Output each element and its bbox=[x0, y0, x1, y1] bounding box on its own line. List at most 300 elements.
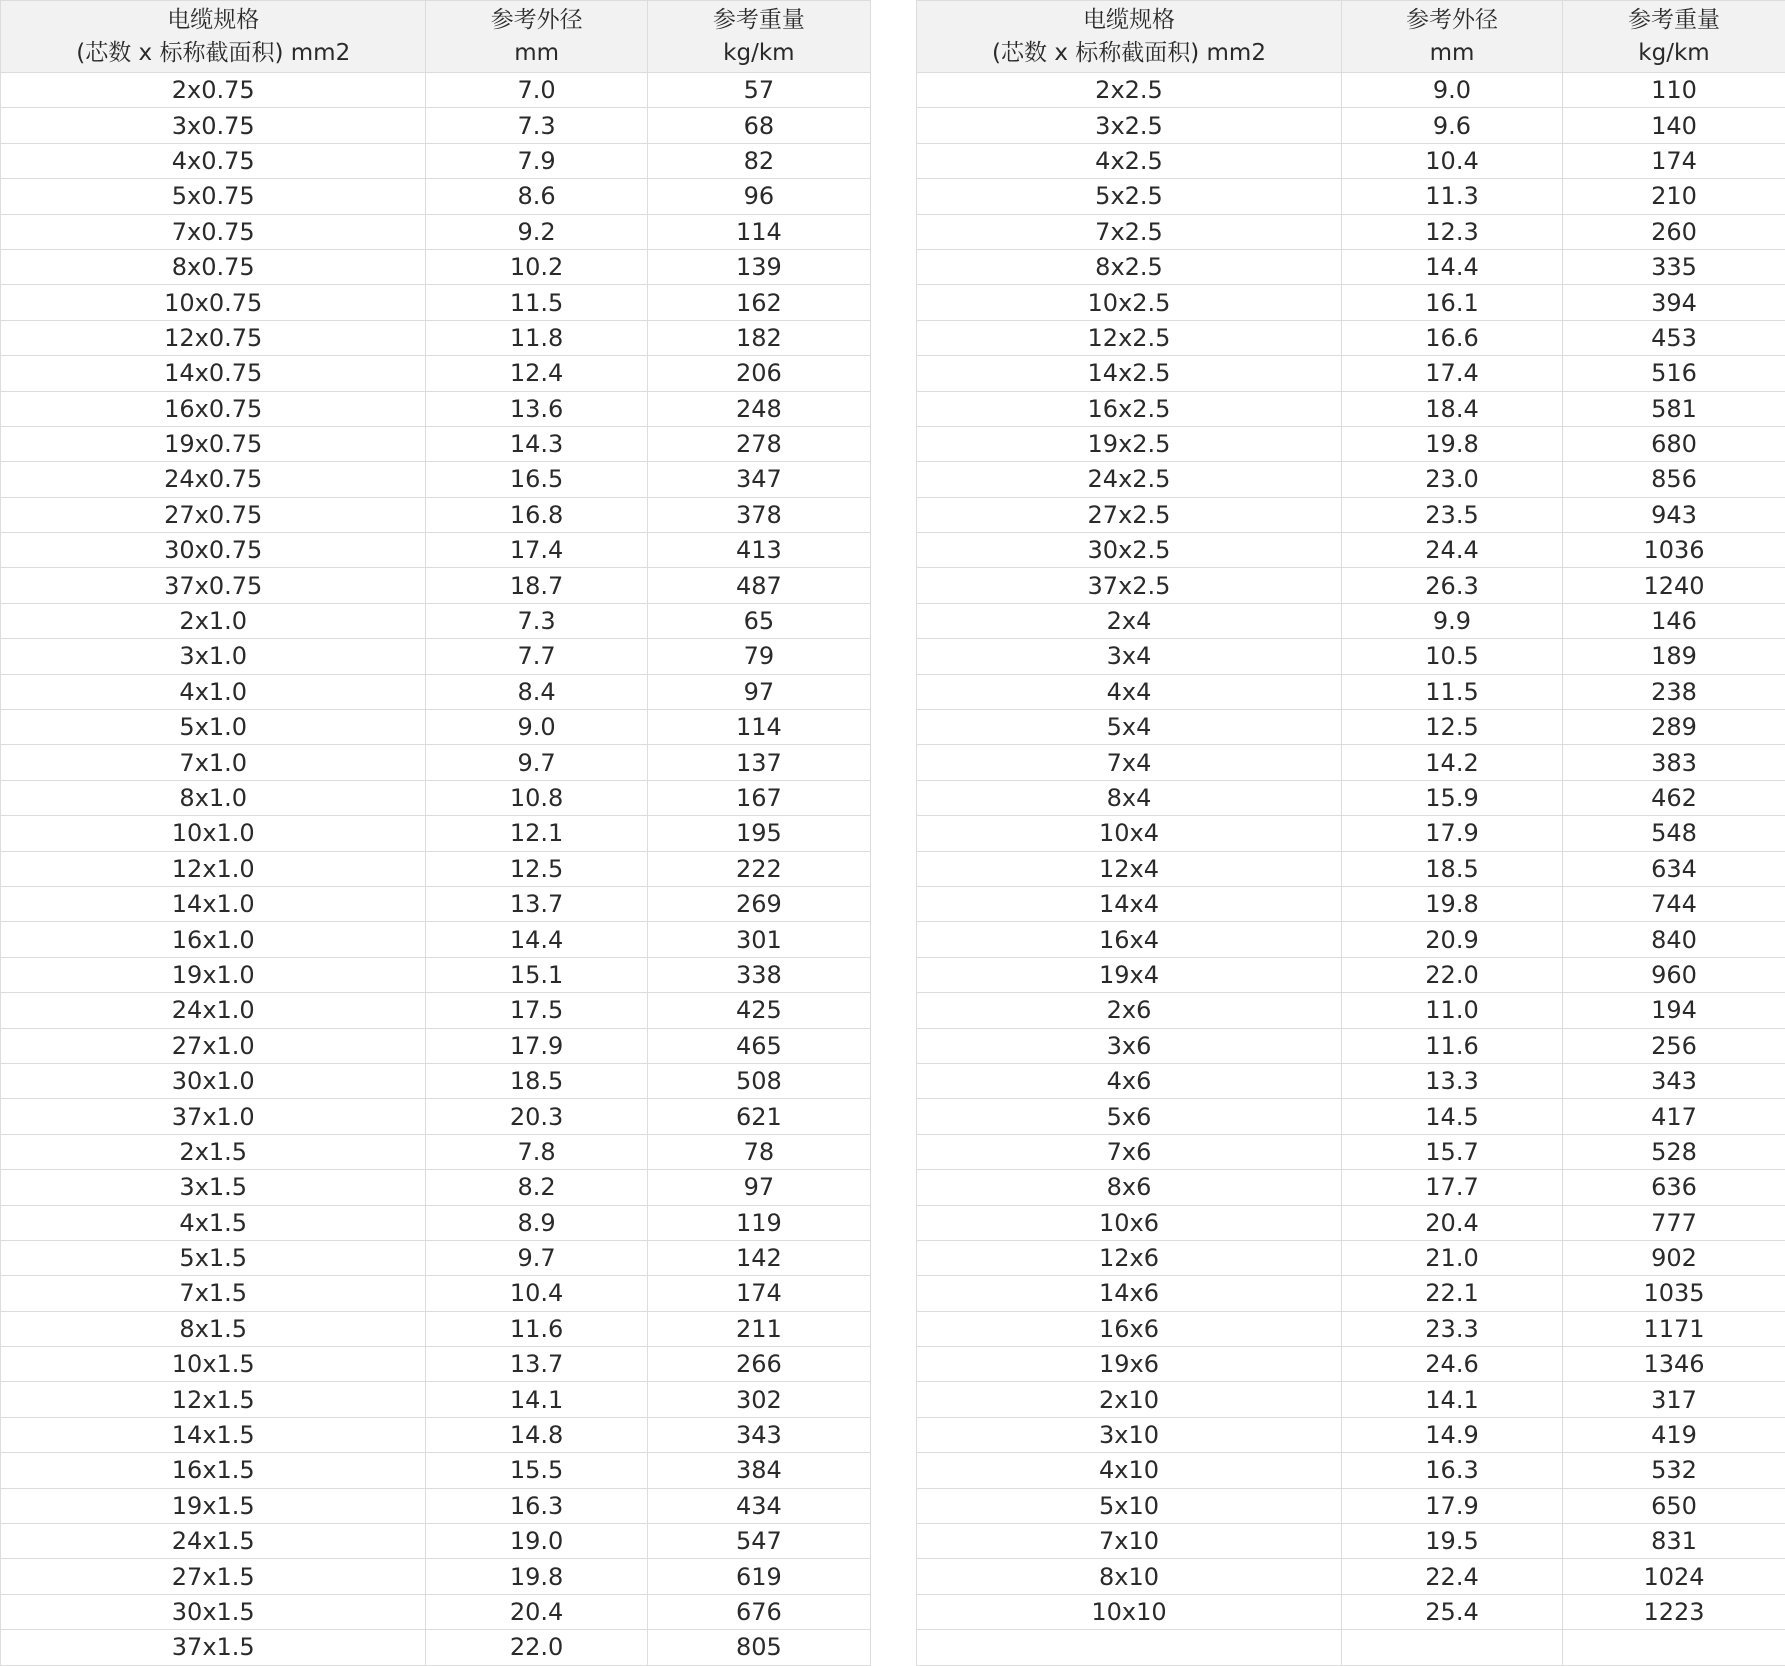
cell-spec: 3x2.5 bbox=[917, 108, 1342, 143]
cell-weight: 194 bbox=[1563, 993, 1785, 1028]
cell-diameter: 23.0 bbox=[1342, 462, 1563, 497]
cell-spec: 8x1.0 bbox=[1, 780, 426, 815]
table-row bbox=[917, 1347, 1785, 1382]
cell-spec: 4x6 bbox=[917, 1063, 1342, 1098]
cell-diameter: 15.9 bbox=[1342, 780, 1563, 815]
cell-diameter: 7.9 bbox=[426, 143, 647, 178]
table-row bbox=[1, 497, 871, 532]
cell-spec: 8x6 bbox=[917, 1170, 1342, 1205]
cell-weight: 434 bbox=[647, 1488, 870, 1523]
table-row bbox=[917, 356, 1785, 391]
cell-weight: 621 bbox=[647, 1099, 870, 1134]
cell-weight: 384 bbox=[647, 1453, 870, 1488]
cell-weight: 289 bbox=[1563, 710, 1785, 745]
cell-spec: 12x6 bbox=[917, 1240, 1342, 1275]
cell-spec: 10x0.75 bbox=[1, 285, 426, 320]
cell-spec: 14x1.5 bbox=[1, 1417, 426, 1452]
cell-diameter: 14.4 bbox=[1342, 249, 1563, 284]
cell-diameter: 26.3 bbox=[1342, 568, 1563, 603]
cell-spec: 5x10 bbox=[917, 1488, 1342, 1523]
cell-weight: 581 bbox=[1563, 391, 1785, 426]
cell-spec: 14x2.5 bbox=[917, 356, 1342, 391]
cell-weight: 528 bbox=[1563, 1134, 1785, 1169]
cell-weight: 636 bbox=[1563, 1170, 1785, 1205]
cell-diameter: 16.6 bbox=[1342, 320, 1563, 355]
cell-spec: 2x0.75 bbox=[1, 73, 426, 108]
cell-diameter: 8.6 bbox=[426, 179, 647, 214]
cell-diameter: 13.3 bbox=[1342, 1063, 1563, 1098]
cell-spec: 10x4 bbox=[917, 816, 1342, 851]
cell-weight: 548 bbox=[1563, 816, 1785, 851]
table-row bbox=[1, 1028, 871, 1063]
cell-weight bbox=[1563, 1630, 1785, 1665]
cell-weight: 508 bbox=[647, 1063, 870, 1098]
cell-diameter: 10.4 bbox=[426, 1276, 647, 1311]
table-row bbox=[1, 1453, 871, 1488]
table-row bbox=[917, 249, 1785, 284]
cell-diameter: 22.4 bbox=[1342, 1559, 1563, 1594]
table-row bbox=[1, 639, 871, 674]
cell-weight: 317 bbox=[1563, 1382, 1785, 1417]
cell-weight: 547 bbox=[647, 1524, 870, 1559]
header-weight bbox=[1563, 1, 1785, 73]
cell-weight: 902 bbox=[1563, 1240, 1785, 1275]
cell-weight: 211 bbox=[647, 1311, 870, 1346]
cell-weight: 335 bbox=[1563, 249, 1785, 284]
cell-spec: 7x1.0 bbox=[1, 745, 426, 780]
cell-diameter: 10.5 bbox=[1342, 639, 1563, 674]
cell-spec: 12x1.5 bbox=[1, 1382, 426, 1417]
cell-diameter: 7.3 bbox=[426, 108, 647, 143]
cell-diameter: 9.0 bbox=[1342, 73, 1563, 108]
cell-spec: 4x1.0 bbox=[1, 674, 426, 709]
cell-weight: 840 bbox=[1563, 922, 1785, 957]
cell-diameter: 18.4 bbox=[1342, 391, 1563, 426]
cell-spec: 27x1.0 bbox=[1, 1028, 426, 1063]
cell-diameter: 12.1 bbox=[426, 816, 647, 851]
header-spec bbox=[1, 1, 426, 73]
table-row bbox=[917, 1311, 1785, 1346]
cell-diameter: 20.9 bbox=[1342, 922, 1563, 957]
cell-spec: 3x10 bbox=[917, 1417, 1342, 1452]
cell-weight: 960 bbox=[1563, 957, 1785, 992]
cell-diameter: 11.6 bbox=[426, 1311, 647, 1346]
table-row bbox=[917, 320, 1785, 355]
table-row bbox=[1, 143, 871, 178]
table-row bbox=[917, 1170, 1785, 1205]
cell-spec: 8x10 bbox=[917, 1559, 1342, 1594]
table-row bbox=[917, 1559, 1785, 1594]
cell-spec: 4x0.75 bbox=[1, 143, 426, 178]
cell-diameter: 16.3 bbox=[426, 1488, 647, 1523]
cell-spec: 7x10 bbox=[917, 1524, 1342, 1559]
table-row bbox=[1, 179, 871, 214]
cell-spec: 30x2.5 bbox=[917, 533, 1342, 568]
cell-spec: 16x0.75 bbox=[1, 391, 426, 426]
table-row bbox=[917, 1382, 1785, 1417]
table-row bbox=[1, 1205, 871, 1240]
cell-weight: 96 bbox=[647, 179, 870, 214]
table-row bbox=[917, 1240, 1785, 1275]
cell-weight: 210 bbox=[1563, 179, 1785, 214]
cell-spec: 3x6 bbox=[917, 1028, 1342, 1063]
cell-diameter: 14.8 bbox=[426, 1417, 647, 1452]
cell-diameter: 22.0 bbox=[1342, 957, 1563, 992]
table-row bbox=[917, 179, 1785, 214]
table-row bbox=[917, 73, 1785, 108]
cell-diameter: 13.6 bbox=[426, 391, 647, 426]
table-body-left bbox=[1, 73, 871, 1666]
cell-diameter: 8.2 bbox=[426, 1170, 647, 1205]
cell-spec: 19x2.5 bbox=[917, 426, 1342, 461]
cell-diameter: 10.4 bbox=[1342, 143, 1563, 178]
cell-diameter: 16.8 bbox=[426, 497, 647, 532]
cell-spec: 7x1.5 bbox=[1, 1276, 426, 1311]
table-row bbox=[1, 108, 871, 143]
cell-diameter: 13.7 bbox=[426, 886, 647, 921]
cell-weight: 516 bbox=[1563, 356, 1785, 391]
header-spec-subtitle: (芯数 x 标称截面积) mm2 bbox=[76, 39, 351, 66]
cell-weight: 110 bbox=[1563, 73, 1785, 108]
table-row bbox=[1, 214, 871, 249]
cell-diameter: 18.5 bbox=[1342, 851, 1563, 886]
cell-weight: 260 bbox=[1563, 214, 1785, 249]
cell-weight: 419 bbox=[1563, 1417, 1785, 1452]
cell-spec: 24x1.5 bbox=[1, 1524, 426, 1559]
table-row bbox=[917, 710, 1785, 745]
cell-diameter: 9.6 bbox=[1342, 108, 1563, 143]
cell-spec: 27x0.75 bbox=[1, 497, 426, 532]
cell-diameter: 14.2 bbox=[1342, 745, 1563, 780]
cell-spec: 14x1.0 bbox=[1, 886, 426, 921]
cell-weight: 222 bbox=[647, 851, 870, 886]
cell-spec: 14x0.75 bbox=[1, 356, 426, 391]
header-weight-title: 参考重量 bbox=[1628, 6, 1720, 33]
cell-weight: 347 bbox=[647, 462, 870, 497]
table-row bbox=[917, 1134, 1785, 1169]
cell-diameter: 23.5 bbox=[1342, 497, 1563, 532]
cell-spec: 5x4 bbox=[917, 710, 1342, 745]
cell-spec: 8x1.5 bbox=[1, 1311, 426, 1346]
table-row bbox=[1, 1276, 871, 1311]
table-row bbox=[917, 922, 1785, 957]
cell-diameter: 15.5 bbox=[426, 1453, 647, 1488]
table-row bbox=[917, 1028, 1785, 1063]
header-weight bbox=[647, 1, 870, 73]
table-row bbox=[917, 993, 1785, 1028]
table-row bbox=[1, 249, 871, 284]
cell-diameter: 18.5 bbox=[426, 1063, 647, 1098]
cell-spec: 8x4 bbox=[917, 780, 1342, 815]
cell-weight: 676 bbox=[647, 1594, 870, 1629]
cell-spec: 2x1.5 bbox=[1, 1134, 426, 1169]
cell-diameter: 8.4 bbox=[426, 674, 647, 709]
cell-spec: 2x4 bbox=[917, 603, 1342, 638]
table-row bbox=[1, 1311, 871, 1346]
cell-spec: 4x1.5 bbox=[1, 1205, 426, 1240]
cell-spec: 16x2.5 bbox=[917, 391, 1342, 426]
cell-spec: 5x1.0 bbox=[1, 710, 426, 745]
header-weight-title: 参考重量 bbox=[712, 6, 805, 33]
cell-spec: 19x0.75 bbox=[1, 426, 426, 461]
cell-spec: 8x2.5 bbox=[917, 249, 1342, 284]
cell-spec: 16x1.0 bbox=[1, 922, 426, 957]
table-row bbox=[1, 1170, 871, 1205]
cell-diameter: 14.9 bbox=[1342, 1417, 1563, 1452]
cell-weight: 650 bbox=[1563, 1488, 1785, 1523]
cell-weight: 680 bbox=[1563, 426, 1785, 461]
cell-spec: 3x4 bbox=[917, 639, 1342, 674]
cell-weight: 238 bbox=[1563, 674, 1785, 709]
table-row bbox=[1, 1417, 871, 1452]
table-row bbox=[917, 816, 1785, 851]
table-row bbox=[1, 1347, 871, 1382]
cell-weight: 167 bbox=[647, 780, 870, 815]
cell-weight: 417 bbox=[1563, 1099, 1785, 1134]
cell-weight: 1171 bbox=[1563, 1311, 1785, 1346]
table-row bbox=[917, 1488, 1785, 1523]
cell-spec bbox=[917, 1630, 1342, 1665]
cell-weight: 378 bbox=[647, 497, 870, 532]
cell-diameter bbox=[1342, 1630, 1563, 1665]
cell-diameter: 12.4 bbox=[426, 356, 647, 391]
table-row bbox=[917, 1453, 1785, 1488]
table-row bbox=[917, 851, 1785, 886]
cell-spec: 5x6 bbox=[917, 1099, 1342, 1134]
table-row bbox=[1, 426, 871, 461]
cell-weight: 195 bbox=[647, 816, 870, 851]
table-row bbox=[917, 214, 1785, 249]
cell-diameter: 11.6 bbox=[1342, 1028, 1563, 1063]
table-row bbox=[917, 497, 1785, 532]
cell-weight: 1035 bbox=[1563, 1276, 1785, 1311]
cell-weight: 174 bbox=[647, 1276, 870, 1311]
table-row bbox=[917, 1205, 1785, 1240]
table-row bbox=[917, 1063, 1785, 1098]
cell-spec: 3x0.75 bbox=[1, 108, 426, 143]
header-diameter bbox=[1342, 1, 1563, 73]
cell-diameter: 12.5 bbox=[426, 851, 647, 886]
header-diameter bbox=[426, 1, 647, 73]
cell-weight: 805 bbox=[647, 1630, 870, 1665]
cell-weight: 343 bbox=[1563, 1063, 1785, 1098]
cell-spec: 19x1.0 bbox=[1, 957, 426, 992]
cable-spec-table-left bbox=[0, 0, 871, 1666]
cell-weight: 453 bbox=[1563, 320, 1785, 355]
cell-diameter: 21.0 bbox=[1342, 1240, 1563, 1275]
cell-weight: 266 bbox=[647, 1347, 870, 1382]
cell-diameter: 17.5 bbox=[426, 993, 647, 1028]
cell-weight: 142 bbox=[647, 1240, 870, 1275]
table-row bbox=[1, 1630, 871, 1665]
table-row bbox=[1, 391, 871, 426]
cell-diameter: 17.9 bbox=[1342, 1488, 1563, 1523]
cell-spec: 30x0.75 bbox=[1, 533, 426, 568]
cell-diameter: 20.4 bbox=[426, 1594, 647, 1629]
cell-spec: 10x1.5 bbox=[1, 1347, 426, 1382]
cell-diameter: 17.9 bbox=[426, 1028, 647, 1063]
table-row bbox=[917, 1099, 1785, 1134]
cell-weight: 943 bbox=[1563, 497, 1785, 532]
cell-weight: 137 bbox=[647, 745, 870, 780]
cell-weight: 1036 bbox=[1563, 533, 1785, 568]
cell-diameter: 9.7 bbox=[426, 745, 647, 780]
table-row bbox=[917, 957, 1785, 992]
table-row bbox=[1, 1063, 871, 1098]
cell-diameter: 24.4 bbox=[1342, 533, 1563, 568]
cell-diameter: 24.6 bbox=[1342, 1347, 1563, 1382]
cell-diameter: 19.8 bbox=[1342, 426, 1563, 461]
table-row bbox=[1, 745, 871, 780]
cell-diameter: 11.0 bbox=[1342, 993, 1563, 1028]
cell-weight: 97 bbox=[647, 674, 870, 709]
table-row bbox=[1, 922, 871, 957]
table-row bbox=[1, 957, 871, 992]
table-row bbox=[917, 1417, 1785, 1452]
cell-spec: 7x2.5 bbox=[917, 214, 1342, 249]
cell-weight: 57 bbox=[647, 73, 870, 108]
cell-weight: 189 bbox=[1563, 639, 1785, 674]
cell-spec: 19x6 bbox=[917, 1347, 1342, 1382]
cell-diameter: 19.0 bbox=[426, 1524, 647, 1559]
cell-weight: 97 bbox=[647, 1170, 870, 1205]
table-row bbox=[917, 391, 1785, 426]
cell-weight: 856 bbox=[1563, 462, 1785, 497]
cell-weight: 269 bbox=[647, 886, 870, 921]
table-row bbox=[917, 674, 1785, 709]
cell-diameter: 17.9 bbox=[1342, 816, 1563, 851]
cell-diameter: 7.7 bbox=[426, 639, 647, 674]
cell-weight: 65 bbox=[647, 603, 870, 638]
cell-diameter: 15.1 bbox=[426, 957, 647, 992]
cell-weight: 1240 bbox=[1563, 568, 1785, 603]
cell-diameter: 14.5 bbox=[1342, 1099, 1563, 1134]
cell-spec: 16x4 bbox=[917, 922, 1342, 957]
cell-spec: 2x6 bbox=[917, 993, 1342, 1028]
cell-weight: 1024 bbox=[1563, 1559, 1785, 1594]
table-row bbox=[917, 426, 1785, 461]
cell-weight: 119 bbox=[647, 1205, 870, 1240]
table-row bbox=[917, 143, 1785, 178]
cell-diameter: 14.1 bbox=[426, 1382, 647, 1417]
table-row bbox=[1, 993, 871, 1028]
cell-diameter: 11.5 bbox=[426, 285, 647, 320]
table-row bbox=[1, 1559, 871, 1594]
header-diameter-title: 参考外径 bbox=[1406, 6, 1498, 33]
cell-diameter: 23.3 bbox=[1342, 1311, 1563, 1346]
table-row bbox=[1, 603, 871, 638]
cell-weight: 425 bbox=[647, 993, 870, 1028]
cell-weight: 278 bbox=[647, 426, 870, 461]
table-row bbox=[1, 674, 871, 709]
cell-weight: 140 bbox=[1563, 108, 1785, 143]
cell-weight: 1346 bbox=[1563, 1347, 1785, 1382]
table-row bbox=[1, 285, 871, 320]
table-row bbox=[1, 1382, 871, 1417]
cell-diameter: 20.3 bbox=[426, 1099, 647, 1134]
cell-spec: 5x0.75 bbox=[1, 179, 426, 214]
table-row bbox=[917, 603, 1785, 638]
cell-diameter: 13.7 bbox=[426, 1347, 647, 1382]
cell-spec: 24x1.0 bbox=[1, 993, 426, 1028]
cell-weight: 68 bbox=[647, 108, 870, 143]
cell-weight: 487 bbox=[647, 568, 870, 603]
table-row bbox=[917, 285, 1785, 320]
cell-spec: 12x0.75 bbox=[1, 320, 426, 355]
table-row bbox=[917, 568, 1785, 603]
table-row bbox=[917, 1630, 1785, 1665]
cell-spec: 19x4 bbox=[917, 957, 1342, 992]
cell-weight: 465 bbox=[647, 1028, 870, 1063]
cell-spec: 7x0.75 bbox=[1, 214, 426, 249]
cell-diameter: 9.0 bbox=[426, 710, 647, 745]
header-spec bbox=[917, 1, 1342, 73]
cell-spec: 4x2.5 bbox=[917, 143, 1342, 178]
cell-spec: 37x1.0 bbox=[1, 1099, 426, 1134]
header-spec-title: 电缆规格 bbox=[167, 6, 260, 33]
cell-spec: 24x0.75 bbox=[1, 462, 426, 497]
table-row bbox=[917, 639, 1785, 674]
cell-diameter: 22.1 bbox=[1342, 1276, 1563, 1311]
header-row bbox=[917, 1, 1785, 73]
table-row bbox=[1, 710, 871, 745]
table-body-right bbox=[917, 73, 1785, 1666]
cell-diameter: 22.0 bbox=[426, 1630, 647, 1665]
cell-weight: 301 bbox=[647, 922, 870, 957]
cell-diameter: 15.7 bbox=[1342, 1134, 1563, 1169]
cell-weight: 182 bbox=[647, 320, 870, 355]
cell-spec: 3x1.5 bbox=[1, 1170, 426, 1205]
cell-weight: 634 bbox=[1563, 851, 1785, 886]
cell-spec: 27x1.5 bbox=[1, 1559, 426, 1594]
cell-diameter: 20.4 bbox=[1342, 1205, 1563, 1240]
table-row bbox=[1, 886, 871, 921]
cell-diameter: 11.8 bbox=[426, 320, 647, 355]
cell-spec: 16x1.5 bbox=[1, 1453, 426, 1488]
header-spec-title: 电缆规格 bbox=[1083, 6, 1175, 33]
table-row bbox=[917, 1276, 1785, 1311]
cell-diameter: 19.8 bbox=[426, 1559, 647, 1594]
cell-weight: 413 bbox=[647, 533, 870, 568]
cell-spec: 37x0.75 bbox=[1, 568, 426, 603]
cell-spec: 37x2.5 bbox=[917, 568, 1342, 603]
header-diameter-unit: mm bbox=[1429, 39, 1475, 66]
table-row bbox=[1, 1134, 871, 1169]
cell-weight: 114 bbox=[647, 710, 870, 745]
cell-spec: 19x1.5 bbox=[1, 1488, 426, 1523]
table-row bbox=[1, 533, 871, 568]
cell-diameter: 9.7 bbox=[426, 1240, 647, 1275]
table-row bbox=[1, 851, 871, 886]
cell-diameter: 12.5 bbox=[1342, 710, 1563, 745]
table-row bbox=[917, 780, 1785, 815]
cell-spec: 12x4 bbox=[917, 851, 1342, 886]
table-row bbox=[917, 1524, 1785, 1559]
cell-spec: 30x1.5 bbox=[1, 1594, 426, 1629]
header-diameter-title: 参考外径 bbox=[490, 6, 583, 33]
cell-diameter: 14.1 bbox=[1342, 1382, 1563, 1417]
cell-diameter: 7.8 bbox=[426, 1134, 647, 1169]
cell-spec: 3x1.0 bbox=[1, 639, 426, 674]
cell-weight: 248 bbox=[647, 391, 870, 426]
cell-weight: 146 bbox=[1563, 603, 1785, 638]
cell-spec: 12x1.0 bbox=[1, 851, 426, 886]
cell-spec: 37x1.5 bbox=[1, 1630, 426, 1665]
cell-diameter: 19.5 bbox=[1342, 1524, 1563, 1559]
table-row bbox=[1, 780, 871, 815]
cell-diameter: 10.8 bbox=[426, 780, 647, 815]
cell-diameter: 18.7 bbox=[426, 568, 647, 603]
